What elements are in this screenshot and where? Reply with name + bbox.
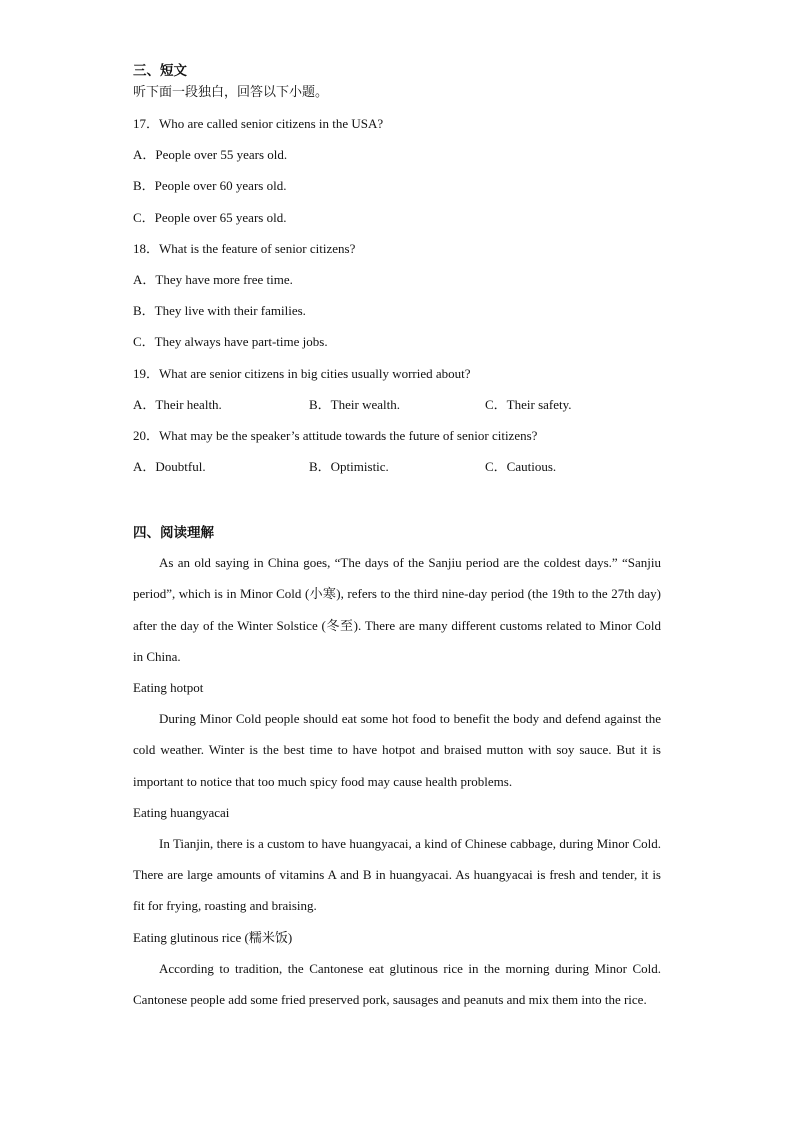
question-20-options <box>133 456 661 478</box>
section-spacer <box>133 487 661 522</box>
question-18-option-b: B．They live with their families. <box>133 303 306 319</box>
question-19-option-c: C．Their safety. <box>485 396 572 412</box>
question-19-stem: 19．What are senior citizens in big cities usually worried about? <box>133 365 471 381</box>
passage-intro: As an old saying in China goes, “The days of the Sanjiu period are the coldest days.” “Sanjiu period”, which is in Minor Cold (小寒), refers to the third nine-day period (the 19th to the 27th day) after the day of the Winter Solstice (冬至). There are many different customs related to Minor Cold in China. <box>133 555 661 664</box>
page-content <box>133 60 661 1015</box>
passage-subhead-huangyacai: Eating huangyacai <box>133 804 230 820</box>
passage-paragraph-hotpot: During Minor Cold people should eat some hot food to benefit the body and defend against the cold weather. Winter is the best time to have hotpot and braised mutton with soy sauce. But it is important to notice that too much spicy food may cause health problems. <box>133 711 661 789</box>
question-17-option-b: B．People over 60 years old. <box>133 178 287 194</box>
question-18-option-a: A．They have more free time. <box>133 271 293 287</box>
passage-paragraph-glutinous-rice: According to tradition, the Cantonese eat glutinous rice in the morning during Minor Cold. Cantonese people add some fried preserved pork, sausages and peanuts and mix them into the rice. <box>133 960 661 1008</box>
passage-subhead-glutinous-rice: Eating glutinous rice (糯米饭) <box>133 929 293 945</box>
section-3-instruction: 听下面一段独白，回答以下小题。 <box>133 85 329 100</box>
reading-passage <box>133 547 661 1015</box>
question-17-option-a: A．People over 55 years old. <box>133 147 288 163</box>
question-17-stem: 17．Who are called senior citizens in the USA? <box>133 116 384 131</box>
question-18-option-c: C．They always have part-time jobs. <box>133 334 328 350</box>
question-19-options <box>133 394 661 416</box>
question-20-stem: 20．What may be the speaker’s attitude towards the future of senior citizens? <box>133 427 538 443</box>
question-20-option-b: B．Optimistic. <box>309 459 389 475</box>
question-19-option-b: B．Their wealth. <box>309 396 400 412</box>
question-17-option-c: C．People over 65 years old. <box>133 209 287 225</box>
section-4-heading: 四、阅读理解 <box>133 525 214 542</box>
question-20-option-a: A．Doubtful. <box>133 459 206 475</box>
passage-paragraph-huangyacai: In Tianjin, there is a custom to have huangyacai, a kind of Chinese cabbage, during Minor Cold. There are large amounts of vitamins A and B in huangyacai. As huangyacai is fresh and tender, it is fit for frying, roasting and braising. <box>133 836 661 914</box>
passage-subhead-hotpot: Eating hotpot <box>133 680 204 696</box>
question-20-option-c: C．Cautious. <box>485 459 557 475</box>
question-18-stem: 18．What is the feature of senior citizens? <box>133 240 356 256</box>
question-19-option-a: A．Their health. <box>133 396 222 412</box>
section-3-heading: 三、短文 <box>133 63 187 79</box>
